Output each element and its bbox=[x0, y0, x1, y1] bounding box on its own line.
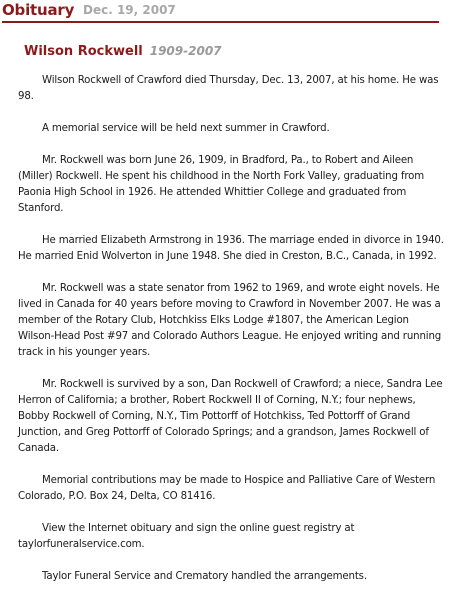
paragraph-memorial-service: A memorial service will be held next summer in Crawford. bbox=[42, 123, 330, 134]
paragraph-early-life: Mr. Rockwell was born June 26, 1909, in Bradford, Pa., to Robert and Aileen (Miller) Rockwell. He spent his childhood in the North Fork Valley, graduating from Paonia High School in 1926. He attended Whittier College and graduated from Stanford. bbox=[18, 155, 424, 214]
publish-date: Dec. 19, 2007 bbox=[83, 3, 176, 17]
paragraph-survivors: Mr. Rockwell is survived by a son, Dan Rockwell of Crawford; a niece, Sandra Lee Herron of California; a brother, Robert Rockwell II of Corning, N.Y.; four nephews, Bobby Rockwell of Corning, N.Y., Tim Pottorff of Hotchkiss, Ted Pottorff of Grand Junction, and Greg Pottorff of Colorado Springs; and a grandson, James Rockwell of Canada. bbox=[18, 379, 443, 454]
paragraph-arrangements: Taylor Funeral Service and Crematory handled the arrangements. bbox=[42, 571, 367, 582]
paragraph-death-notice: Wilson Rockwell of Crawford died Thursday, Dec. 13, 2007, at his home. He was 98. bbox=[18, 75, 439, 102]
paragraph-career: Mr. Rockwell was a state senator from 1962 to 1969, and wrote eight novels. He lived in Canada for 40 years before moving to Crawford in November 2007. He was a member of the Rotary Club, Hotchkiss Elks Lodge #1807, the American Legion Wilson-Head Post #97 and Colorado Authors League. He enjoyed writing and running track in his younger years. bbox=[18, 283, 442, 358]
section-title: Obituary bbox=[2, 1, 75, 19]
person-heading bbox=[24, 40, 222, 59]
paragraph-guest-registry: View the Internet obituary and sign the online guest registry at taylorfuneralservice.com. bbox=[18, 523, 355, 550]
obituary-body bbox=[18, 73, 448, 601]
paragraph-contributions: Memorial contributions may be made to Hospice and Palliative Care of Western Colorado, P.O. Box 24, Delta, CO 81416. bbox=[18, 475, 436, 502]
paragraph-marriages: He married Elizabeth Armstrong in 1936. The marriage ended in divorce in 1940. He married Enid Wolverton in June 1948. She died in Creston, B.C., Canada, in 1992. bbox=[18, 235, 444, 262]
person-name: Wilson Rockwell bbox=[24, 44, 143, 59]
obituary-header bbox=[2, 0, 439, 23]
person-years: 1909-2007 bbox=[149, 44, 222, 58]
